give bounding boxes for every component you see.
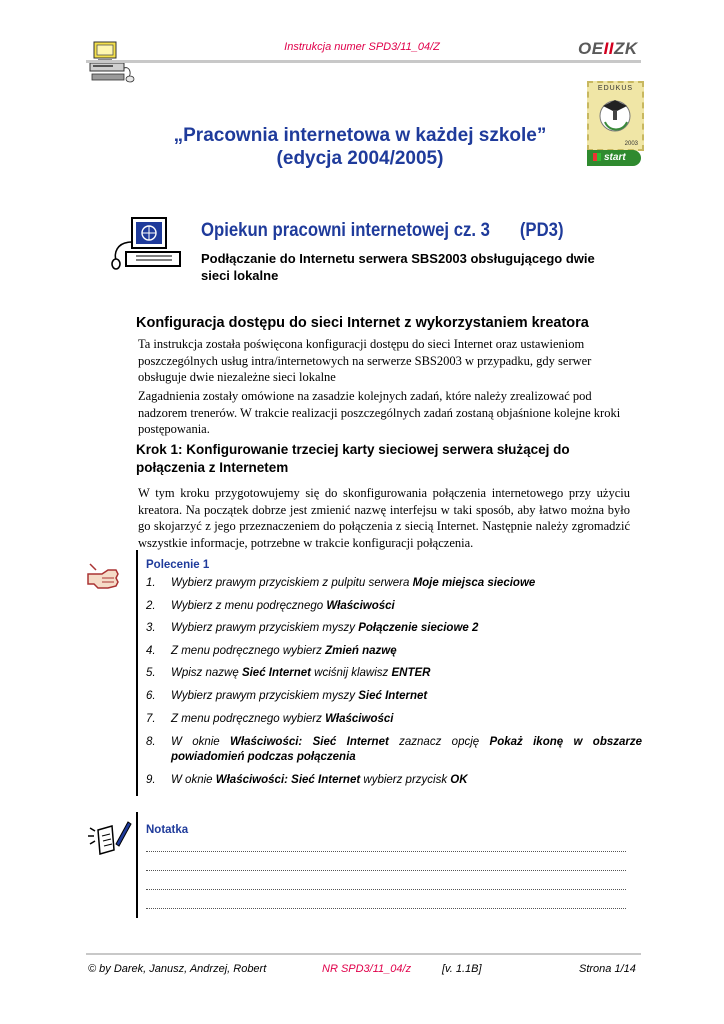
note-line-4[interactable] bbox=[146, 908, 626, 909]
polecenie-step-7: 7. Z menu podręcznego wybierz Właściwości bbox=[146, 713, 394, 725]
subtitle-code: (PD3) bbox=[519, 220, 564, 241]
notatka-left-bar bbox=[136, 812, 138, 918]
notatka-title: Notatka bbox=[146, 824, 189, 836]
graduation-cap-icon bbox=[589, 92, 642, 136]
footer-page: Strona 1/14 bbox=[579, 963, 636, 975]
footer-version: [v. 1.1B] bbox=[442, 963, 482, 975]
title-line-1: „Pracownia internetowa w każdej szkole” bbox=[173, 125, 547, 146]
edukus-text: EDUKUS bbox=[597, 85, 634, 92]
step1-heading: Krok 1: Konfigurowanie trzeciej karty sieciowej serwera służącej do połączenia z Internetem bbox=[136, 442, 570, 475]
section-paragraph-2: Zagadnienia zostały omówione na zasadzie kolejnych zadań, które należy zrealizować pod nadzorem trenerów. W trakcie realizacji poszczególnych zadań zostaną objaśnione kolejne kroki postępowania. bbox=[138, 389, 621, 437]
step1-paragraph: W tym kroku przygotowujemy się do skonfigurowania połączenia internetowego przy użyciu kreatora. Na początek dobrze jest zmienić nazwę interfejsu w taki sposób, aby łatwo można było go skojarzyć z jego przeznaczeniem do połączenia z siecią Internet. Następnie należy zgromadzić wszystkie informacje, potrzebne w trakcie konfiguracji połączenia. bbox=[138, 486, 630, 550]
polecenie-title: Polecenie 1 bbox=[146, 559, 210, 571]
section-heading: Konfiguracja dostępu do sieci Internet z wykorzystaniem kreatora bbox=[136, 315, 589, 331]
header-divider bbox=[86, 60, 641, 63]
polecenie-step-4: 4. Z menu podręcznego wybierz Zmień nazwę bbox=[146, 645, 397, 657]
polecenie-step-3: 3. Wybierz prawym przyciskiem myszy Połączenie sieciowe 2 bbox=[146, 622, 479, 634]
polecenie-step-1: 1. Wybierz prawym przyciskiem z pulpitu serwera Moje miejsca sieciowe bbox=[146, 577, 536, 589]
polecenie-left-bar bbox=[136, 550, 138, 796]
note-line-3[interactable] bbox=[146, 889, 626, 890]
subtitle-text: Opiekun pracowni internetowej cz. 3 bbox=[201, 220, 490, 241]
footer-authors: © by Darek, Janusz, Andrzej, Robert bbox=[88, 963, 267, 975]
document-title bbox=[150, 124, 570, 170]
title-line-2: (edycja 2004/2005) bbox=[276, 148, 444, 169]
computer-outline-icon bbox=[110, 214, 190, 272]
subtitle-description: Podłączanie do Internetu serwera SBS2003 obsługującego dwie sieci lokalne bbox=[201, 251, 595, 283]
footer-divider bbox=[86, 953, 641, 955]
note-line-1[interactable] bbox=[146, 851, 626, 852]
footer-nr: NR SPD3/11_04/z bbox=[322, 963, 412, 975]
subtitle-main bbox=[201, 220, 564, 242]
section-paragraph-1: Ta instrukcja została poświęcona konfiguracji dostępu do sieci Internet oraz ustawieniom poszczególnych usług intra/internetowych na serwerze SBS2003 w przypadku, gdy serwer obsługuje dwie niezależne sieci lokalne bbox=[138, 337, 592, 385]
polecenie-step-6: 6. Wybierz prawym przyciskiem myszy Sieć Internet bbox=[146, 690, 428, 702]
start-button-image bbox=[587, 150, 641, 166]
oeiizk-logo: OEIIZK bbox=[578, 39, 638, 58]
polecenie-step-2: 2. Wybierz z menu podręcznego Właściwości bbox=[146, 600, 395, 612]
note-pen-icon bbox=[86, 816, 132, 858]
note-line-2[interactable] bbox=[146, 870, 626, 871]
polecenie-step-5: 5. Wpisz nazwę Sieć Internet wciśnij klawisz ENTER bbox=[146, 667, 431, 679]
pointing-hand-icon bbox=[86, 560, 122, 594]
start-label: start bbox=[604, 152, 626, 163]
edukus-year: 2003 bbox=[624, 141, 638, 147]
header-instruction-number: Instrukcja numer SPD3/11_04/Z bbox=[284, 41, 440, 53]
edukus-stamp bbox=[587, 81, 644, 151]
windows-flag-icon bbox=[593, 153, 601, 161]
polecenie-step-9: 9. W oknie Właściwości: Sieć Internet wybierz przycisk OK bbox=[146, 774, 468, 786]
polecenie-step-8: 8. W oknie Właściwości: Sieć Internet zaznacz opcję Pokaż ikonę w obszarze powiadomień podczas połączenia bbox=[146, 736, 643, 763]
